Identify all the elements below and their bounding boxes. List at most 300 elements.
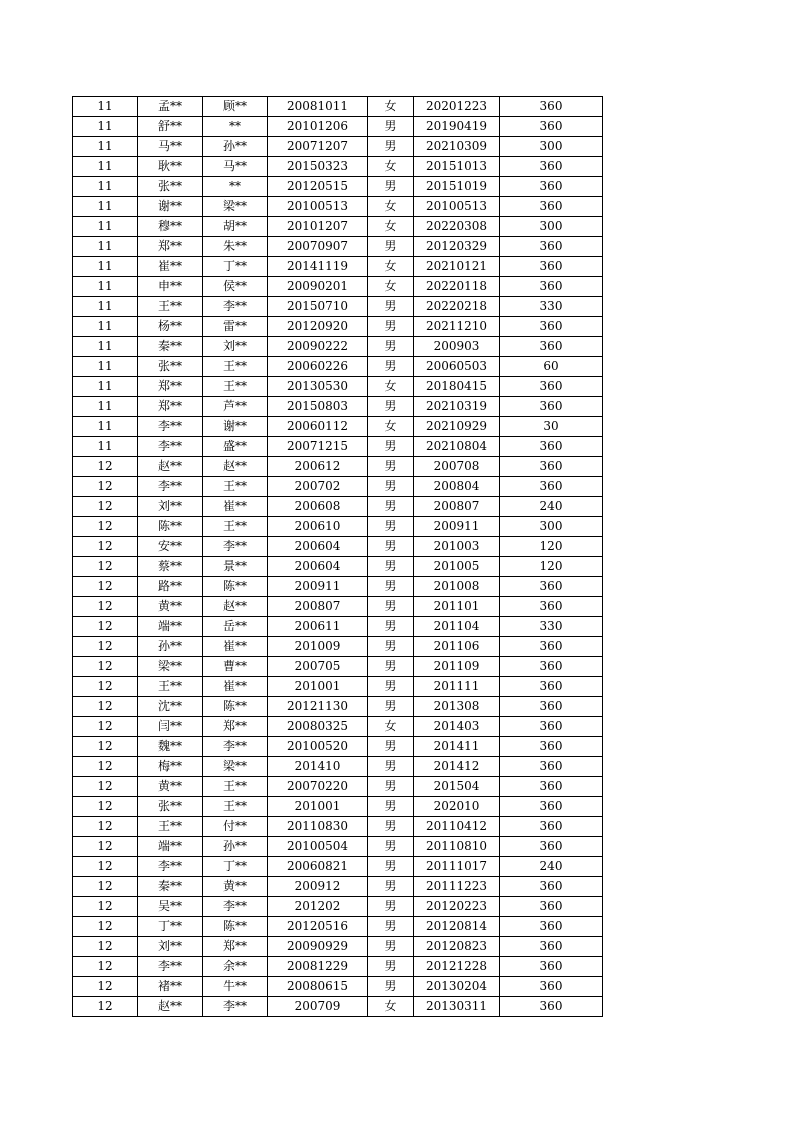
gender-cell: 男 [368,397,414,417]
group-cell: 12 [73,717,138,737]
table-row [73,277,603,297]
group-cell: 12 [73,597,138,617]
name-b-cell: 梁** [203,197,268,217]
table-row [73,177,603,197]
group-cell: 11 [73,417,138,437]
table-row [73,557,603,577]
gender-cell: 女 [368,997,414,1017]
amount-cell: 360 [500,277,603,297]
name-a-cell: 丁** [138,917,203,937]
gender-cell: 男 [368,577,414,597]
group-cell: 12 [73,497,138,517]
group-cell: 11 [73,137,138,157]
date-b-cell: 20151013 [414,157,500,177]
gender-cell: 男 [368,557,414,577]
name-a-cell: 马** [138,137,203,157]
date-a-cell: 20120515 [268,177,368,197]
gender-cell: 男 [368,837,414,857]
table-row [73,977,603,997]
group-cell: 11 [73,437,138,457]
date-a-cell: 20100513 [268,197,368,217]
name-a-cell: 刘** [138,497,203,517]
table-body [73,97,603,1017]
name-a-cell: 郑** [138,397,203,417]
gender-cell: 男 [368,937,414,957]
date-b-cell: 20110810 [414,837,500,857]
gender-cell: 男 [368,477,414,497]
name-a-cell: 沈** [138,697,203,717]
amount-cell: 360 [500,197,603,217]
date-a-cell: 200912 [268,877,368,897]
name-a-cell: 王** [138,817,203,837]
name-a-cell: 穆** [138,217,203,237]
date-a-cell: 201202 [268,897,368,917]
name-a-cell: 王** [138,677,203,697]
table-row [73,577,603,597]
table-row [73,617,603,637]
date-b-cell: 200911 [414,517,500,537]
date-b-cell: 201109 [414,657,500,677]
group-cell: 12 [73,797,138,817]
name-a-cell: 魏** [138,737,203,757]
gender-cell: 男 [368,297,414,317]
date-a-cell: 200807 [268,597,368,617]
amount-cell: 360 [500,897,603,917]
gender-cell: 男 [368,177,414,197]
table-row [73,97,603,117]
amount-cell: 360 [500,697,603,717]
date-a-cell: 200702 [268,477,368,497]
date-a-cell: 20100504 [268,837,368,857]
date-b-cell: 200903 [414,337,500,357]
group-cell: 11 [73,117,138,137]
gender-cell: 男 [368,317,414,337]
gender-cell: 男 [368,857,414,877]
table-row [73,117,603,137]
date-a-cell: 200612 [268,457,368,477]
name-b-cell: 李** [203,537,268,557]
group-cell: 12 [73,637,138,657]
date-a-cell: 20150803 [268,397,368,417]
name-b-cell: 牛** [203,977,268,997]
date-b-cell: 200708 [414,457,500,477]
name-a-cell: 闫** [138,717,203,737]
amount-cell: 360 [500,97,603,117]
date-a-cell: 20080325 [268,717,368,737]
date-b-cell: 200807 [414,497,500,517]
gender-cell: 男 [368,657,414,677]
gender-cell: 男 [368,237,414,257]
group-cell: 12 [73,937,138,957]
date-a-cell: 200604 [268,537,368,557]
date-b-cell: 20120823 [414,937,500,957]
name-b-cell: 崔** [203,637,268,657]
date-b-cell: 20111017 [414,857,500,877]
date-a-cell: 200604 [268,557,368,577]
gender-cell: 女 [368,277,414,297]
amount-cell: 360 [500,677,603,697]
name-b-cell: 丁** [203,257,268,277]
group-cell: 12 [73,457,138,477]
name-a-cell: 端** [138,837,203,857]
name-a-cell: 秦** [138,877,203,897]
date-b-cell: 20210309 [414,137,500,157]
gender-cell: 男 [368,817,414,837]
gender-cell: 男 [368,517,414,537]
name-b-cell: 王** [203,517,268,537]
gender-cell: 男 [368,637,414,657]
date-a-cell: 20081229 [268,957,368,977]
date-b-cell: 20190419 [414,117,500,137]
amount-cell: 330 [500,297,603,317]
date-b-cell: 20120223 [414,897,500,917]
table-row [73,657,603,677]
data-table [72,96,603,1017]
amount-cell: 360 [500,777,603,797]
group-cell: 11 [73,217,138,237]
name-b-cell: 陈** [203,697,268,717]
group-cell: 12 [73,977,138,997]
name-b-cell: 王** [203,357,268,377]
date-b-cell: 20201223 [414,97,500,117]
name-a-cell: 谢** [138,197,203,217]
table-row [73,717,603,737]
table-row [73,337,603,357]
table-row [73,837,603,857]
name-a-cell: 申** [138,277,203,297]
amount-cell: 360 [500,797,603,817]
date-b-cell: 201308 [414,697,500,717]
table-row [73,457,603,477]
table-row [73,377,603,397]
name-b-cell: 景** [203,557,268,577]
date-b-cell: 20210121 [414,257,500,277]
amount-cell: 360 [500,337,603,357]
table-row [73,357,603,377]
gender-cell: 男 [368,617,414,637]
date-a-cell: 20060112 [268,417,368,437]
gender-cell: 男 [368,957,414,977]
date-a-cell: 20090929 [268,937,368,957]
date-a-cell: 20150323 [268,157,368,177]
date-b-cell: 201104 [414,617,500,637]
date-a-cell: 20101207 [268,217,368,237]
date-a-cell: 20081011 [268,97,368,117]
group-cell: 12 [73,817,138,837]
group-cell: 12 [73,997,138,1017]
amount-cell: 360 [500,737,603,757]
name-b-cell: 李** [203,737,268,757]
name-b-cell: 王** [203,777,268,797]
name-b-cell: ** [203,117,268,137]
date-a-cell: 20080615 [268,977,368,997]
gender-cell: 女 [368,197,414,217]
gender-cell: 男 [368,337,414,357]
group-cell: 11 [73,317,138,337]
date-b-cell: 20210804 [414,437,500,457]
gender-cell: 女 [368,257,414,277]
table-row [73,777,603,797]
name-b-cell: 侯** [203,277,268,297]
date-b-cell: 201106 [414,637,500,657]
amount-cell: 330 [500,617,603,637]
amount-cell: 360 [500,917,603,937]
group-cell: 12 [73,617,138,637]
name-b-cell: 朱** [203,237,268,257]
name-b-cell: 梁** [203,757,268,777]
name-b-cell: 盛** [203,437,268,457]
date-a-cell: 201410 [268,757,368,777]
amount-cell: 240 [500,857,603,877]
gender-cell: 男 [368,597,414,617]
name-b-cell: 李** [203,897,268,917]
group-cell: 12 [73,737,138,757]
name-b-cell: 王** [203,377,268,397]
table-row [73,297,603,317]
amount-cell: 360 [500,437,603,457]
table-row [73,497,603,517]
date-b-cell: 201111 [414,677,500,697]
name-a-cell: 李** [138,477,203,497]
group-cell: 11 [73,277,138,297]
name-b-cell: 岳** [203,617,268,637]
date-b-cell: 20120814 [414,917,500,937]
name-b-cell: 孙** [203,137,268,157]
amount-cell: 360 [500,477,603,497]
date-b-cell: 20220308 [414,217,500,237]
name-a-cell: 路** [138,577,203,597]
name-b-cell: 丁** [203,857,268,877]
date-a-cell: 20071215 [268,437,368,457]
gender-cell: 男 [368,537,414,557]
amount-cell: 300 [500,137,603,157]
gender-cell: 男 [368,437,414,457]
name-b-cell: 李** [203,297,268,317]
name-b-cell: 李** [203,997,268,1017]
name-b-cell: 顾** [203,97,268,117]
gender-cell: 男 [368,677,414,697]
name-b-cell: 赵** [203,597,268,617]
table-row [73,537,603,557]
gender-cell: 男 [368,737,414,757]
name-a-cell: 耿** [138,157,203,177]
date-b-cell: 20110412 [414,817,500,837]
group-cell: 12 [73,877,138,897]
table-row [73,437,603,457]
amount-cell: 360 [500,977,603,997]
table-row [73,997,603,1017]
group-cell: 12 [73,517,138,537]
date-b-cell: 201101 [414,597,500,617]
name-a-cell: 赵** [138,997,203,1017]
amount-cell: 360 [500,237,603,257]
amount-cell: 360 [500,317,603,337]
date-b-cell: 20130204 [414,977,500,997]
table-row [73,857,603,877]
amount-cell: 360 [500,457,603,477]
date-a-cell: 20120516 [268,917,368,937]
gender-cell: 女 [368,377,414,397]
table-row [73,517,603,537]
name-b-cell: 胡** [203,217,268,237]
date-a-cell: 200611 [268,617,368,637]
gender-cell: 男 [368,757,414,777]
date-a-cell: 20090222 [268,337,368,357]
amount-cell: 300 [500,217,603,237]
name-b-cell: 付** [203,817,268,837]
table-row [73,597,603,617]
table-row [73,937,603,957]
table-row [73,417,603,437]
date-b-cell: 20210319 [414,397,500,417]
name-b-cell: 陈** [203,577,268,597]
gender-cell: 男 [368,697,414,717]
name-b-cell: 郑** [203,717,268,737]
date-b-cell: 20210929 [414,417,500,437]
gender-cell: 男 [368,457,414,477]
gender-cell: 女 [368,717,414,737]
date-a-cell: 201009 [268,637,368,657]
table-row [73,137,603,157]
date-b-cell: 20211210 [414,317,500,337]
name-a-cell: 端** [138,617,203,637]
name-b-cell: 陈** [203,917,268,937]
name-b-cell: 崔** [203,677,268,697]
gender-cell: 男 [368,877,414,897]
date-b-cell: 201008 [414,577,500,597]
name-a-cell: 蔡** [138,557,203,577]
group-cell: 11 [73,97,138,117]
table-row [73,217,603,237]
name-a-cell: 孟** [138,97,203,117]
gender-cell: 女 [368,217,414,237]
table-row [73,917,603,937]
group-cell: 11 [73,357,138,377]
group-cell: 11 [73,197,138,217]
name-a-cell: 郑** [138,237,203,257]
group-cell: 12 [73,917,138,937]
date-b-cell: 20120329 [414,237,500,257]
date-a-cell: 20120920 [268,317,368,337]
name-a-cell: 孙** [138,637,203,657]
date-b-cell: 20220118 [414,277,500,297]
date-b-cell: 20100513 [414,197,500,217]
name-b-cell: 刘** [203,337,268,357]
amount-cell: 360 [500,397,603,417]
name-b-cell: 曹** [203,657,268,677]
date-b-cell: 20111223 [414,877,500,897]
name-b-cell: 雷** [203,317,268,337]
name-a-cell: 张** [138,357,203,377]
amount-cell: 240 [500,497,603,517]
table-row [73,817,603,837]
date-b-cell: 201005 [414,557,500,577]
amount-cell: 360 [500,837,603,857]
amount-cell: 360 [500,997,603,1017]
date-a-cell: 20100520 [268,737,368,757]
date-a-cell: 20150710 [268,297,368,317]
amount-cell: 120 [500,557,603,577]
name-b-cell: 余** [203,957,268,977]
name-b-cell: 谢** [203,417,268,437]
table-row [73,237,603,257]
name-a-cell: 刘** [138,937,203,957]
group-cell: 11 [73,237,138,257]
date-a-cell: 201001 [268,797,368,817]
group-cell: 12 [73,537,138,557]
date-b-cell: 200804 [414,477,500,497]
group-cell: 12 [73,777,138,797]
name-a-cell: 陈** [138,517,203,537]
date-a-cell: 20070220 [268,777,368,797]
table-row [73,257,603,277]
name-a-cell: 黄** [138,777,203,797]
name-b-cell: 马** [203,157,268,177]
gender-cell: 男 [368,797,414,817]
date-a-cell: 200608 [268,497,368,517]
amount-cell: 60 [500,357,603,377]
table-row [73,477,603,497]
date-a-cell: 20141119 [268,257,368,277]
date-b-cell: 20121228 [414,957,500,977]
date-a-cell: 200610 [268,517,368,537]
name-a-cell: 梁** [138,657,203,677]
name-a-cell: 李** [138,857,203,877]
group-cell: 11 [73,337,138,357]
name-b-cell: 芦** [203,397,268,417]
gender-cell: 男 [368,117,414,137]
name-a-cell: 舒** [138,117,203,137]
name-a-cell: 张** [138,177,203,197]
table-row [73,897,603,917]
date-b-cell: 201403 [414,717,500,737]
date-b-cell: 20151019 [414,177,500,197]
amount-cell: 300 [500,517,603,537]
gender-cell: 男 [368,977,414,997]
date-b-cell: 20180415 [414,377,500,397]
date-b-cell: 201412 [414,757,500,777]
group-cell: 11 [73,297,138,317]
amount-cell: 360 [500,637,603,657]
name-a-cell: 王** [138,297,203,317]
name-b-cell: 孙** [203,837,268,857]
amount-cell: 360 [500,157,603,177]
name-b-cell: 王** [203,797,268,817]
date-a-cell: 20071207 [268,137,368,157]
group-cell: 12 [73,697,138,717]
name-a-cell: 李** [138,957,203,977]
date-a-cell: 20121130 [268,697,368,717]
group-cell: 12 [73,577,138,597]
table-row [73,877,603,897]
name-a-cell: 张** [138,797,203,817]
group-cell: 11 [73,177,138,197]
date-a-cell: 20101206 [268,117,368,137]
date-b-cell: 201411 [414,737,500,757]
name-b-cell: 崔** [203,497,268,517]
group-cell: 12 [73,897,138,917]
date-a-cell: 20070907 [268,237,368,257]
group-cell: 12 [73,837,138,857]
name-a-cell: 郑** [138,377,203,397]
amount-cell: 120 [500,537,603,557]
name-a-cell: 安** [138,537,203,557]
gender-cell: 男 [368,137,414,157]
date-a-cell: 20090201 [268,277,368,297]
amount-cell: 360 [500,817,603,837]
date-b-cell: 20130311 [414,997,500,1017]
table-row [73,957,603,977]
